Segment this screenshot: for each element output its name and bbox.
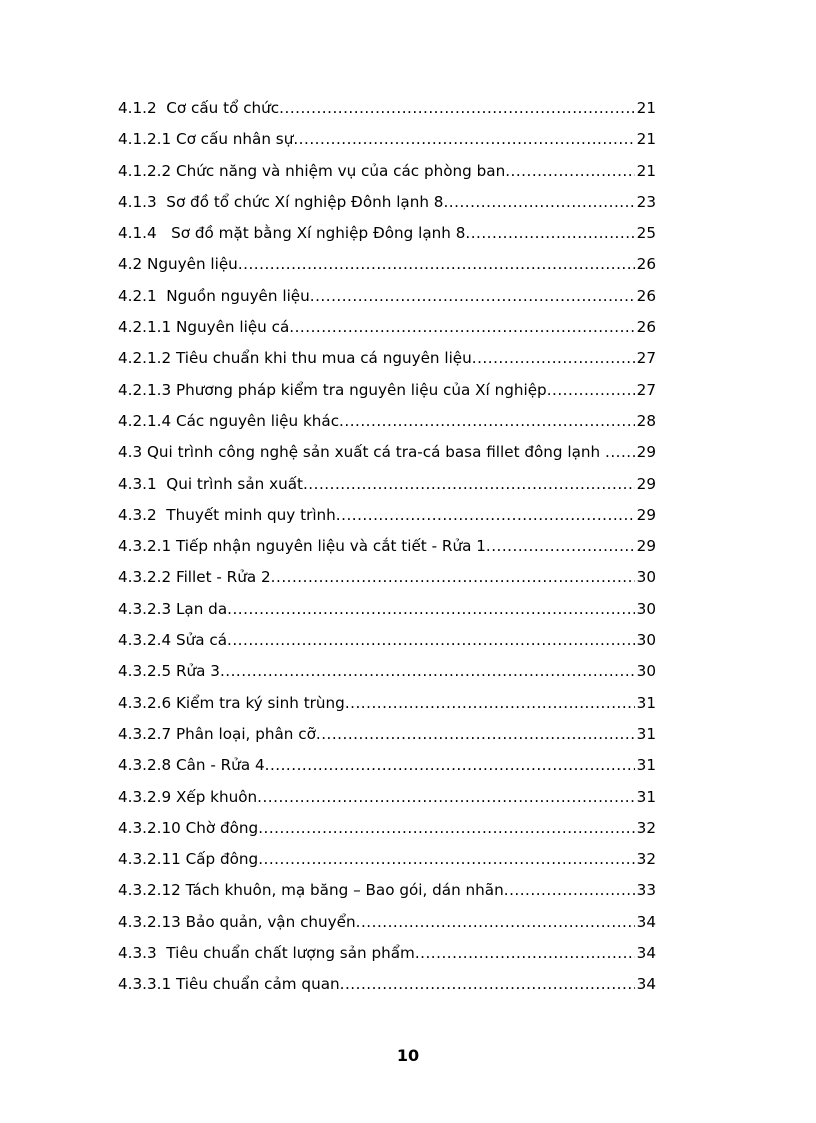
toc-leader-dots (257, 782, 635, 813)
toc-entry-label: 4.3.2.13 Bảo quản, vận chuyển (118, 912, 356, 931)
toc-entry[interactable] (118, 656, 656, 687)
toc-entry-page: 21 (636, 161, 656, 180)
toc-entry-page: 27 (636, 380, 656, 399)
toc-entry-label: 4.3.1 Qui trình sản xuất (118, 474, 303, 493)
toc-leader-dots (227, 594, 635, 625)
toc-leader-dots (220, 656, 635, 687)
table-of-contents (118, 93, 656, 1001)
toc-leader-dots (547, 375, 635, 406)
toc-leader-dots (271, 562, 635, 593)
toc-leader-dots (316, 719, 635, 750)
toc-entry[interactable] (118, 343, 656, 374)
toc-entry-page: 29 (636, 505, 656, 524)
toc-entry-label: 4.1.2 Cơ cấu tổ chức (118, 99, 280, 117)
toc-entry-page: 29 (636, 443, 656, 462)
toc-leader-dots (258, 844, 634, 875)
toc-entry[interactable] (118, 531, 656, 562)
toc-leader-dots (279, 93, 635, 124)
toc-entry-label: 4.3.2.8 Cân - Rửa 4 (118, 756, 265, 775)
toc-leader-dots (339, 406, 635, 437)
toc-entry-page: 29 (636, 537, 656, 556)
toc-entry-label: 4.3.2.3 Lạn da (118, 599, 228, 618)
toc-entry-page: 31 (636, 724, 656, 743)
toc-entry-page: 30 (636, 631, 656, 650)
toc-entry-label: 4.1.2.1 Cơ cấu nhân sự (118, 130, 294, 149)
toc-entry-label: 4.3.2 Thuyết minh quy trình (118, 505, 336, 524)
toc-entry-page: 26 (636, 255, 656, 274)
toc-entry[interactable] (118, 156, 656, 187)
toc-entry-page: 33 (636, 881, 656, 900)
toc-entry[interactable] (118, 406, 656, 437)
toc-entry[interactable] (118, 218, 656, 249)
toc-entry-page: 21 (636, 130, 656, 149)
toc-entry[interactable] (118, 844, 656, 875)
toc-leader-dots (289, 312, 634, 343)
toc-entry-label: 4.3.2.9 Xếp khuôn (118, 787, 258, 806)
toc-entry[interactable] (118, 875, 656, 906)
toc-entry-page: 25 (636, 224, 656, 243)
toc-entry[interactable] (118, 249, 656, 280)
toc-entry-label: 4.3.2.10 Chờ đông (118, 818, 259, 837)
toc-leader-dots (310, 281, 635, 312)
toc-entry-page: 30 (636, 599, 656, 618)
toc-entry[interactable] (118, 969, 656, 1000)
toc-entry[interactable] (118, 375, 656, 406)
toc-entry[interactable] (118, 469, 656, 500)
toc-entry-label: 4.2.1.4 Các nguyên liệu khác (118, 411, 340, 430)
toc-leader-dots (336, 500, 635, 531)
toc-entry-page: 23 (636, 192, 656, 211)
toc-entry-page: 21 (636, 99, 656, 117)
toc-entry-page: 26 (636, 286, 656, 305)
toc-entry-page: 31 (636, 756, 656, 775)
toc-entry-page: 26 (636, 318, 656, 337)
toc-leader-dots (238, 249, 635, 280)
toc-entry[interactable] (118, 500, 656, 531)
toc-leader-dots (472, 343, 635, 374)
toc-entry-page: 31 (636, 693, 656, 712)
toc-entry-label: 4.2.1.2 Tiêu chuẩn khi thu mua cá nguyên liệu (118, 349, 472, 368)
toc-leader-dots (258, 813, 634, 844)
toc-leader-dots (443, 187, 634, 218)
toc-entry-page: 32 (636, 850, 656, 869)
toc-entry[interactable] (118, 938, 656, 969)
toc-entry-page: 34 (636, 944, 656, 963)
toc-entry-page: 30 (636, 662, 656, 681)
toc-entry[interactable] (118, 750, 656, 781)
toc-entry[interactable] (118, 281, 656, 312)
toc-entry-page: 31 (636, 787, 656, 806)
toc-entry-page: 34 (636, 912, 656, 931)
toc-entry-label: 4.3.2.6 Kiểm tra ký sinh trùng (118, 693, 345, 712)
toc-entry[interactable] (118, 594, 656, 625)
toc-leader-dots (465, 218, 634, 249)
toc-leader-dots (605, 437, 635, 468)
toc-entry[interactable] (118, 782, 656, 813)
toc-entry[interactable] (118, 187, 656, 218)
toc-entry-page: 34 (636, 975, 656, 994)
page-number: 10 (396, 1046, 420, 1065)
toc-entry-label: 4.2.1.3 Phương pháp kiểm tra nguyên liệu của Xí nghiệp (118, 380, 547, 399)
toc-entry-label: 4.3.2.5 Rửa 3 (118, 662, 220, 681)
toc-leader-dots (345, 688, 635, 719)
toc-leader-dots (415, 938, 635, 969)
toc-entry[interactable] (118, 813, 656, 844)
toc-leader-dots (340, 969, 635, 1000)
toc-leader-dots (504, 875, 635, 906)
toc-leader-dots (265, 750, 635, 781)
toc-entry-label: 4.1.4 Sơ đồ mặt bằng Xí nghiệp Đông lạnh 8 (118, 224, 466, 243)
toc-entry-label: 4.3.2.4 Sửa cá (118, 631, 228, 650)
toc-entry-label: 4.3.2.7 Phân loại, phân cỡ (118, 724, 316, 743)
toc-entry[interactable] (118, 93, 656, 124)
toc-entry-label: 4.3 Qui trình công nghệ sản xuất cá tra-cá basa fillet đông lạnh (118, 443, 605, 462)
toc-entry-label: 4.2.1.1 Nguyên liệu cá (118, 318, 290, 337)
toc-entry-label: 4.3.2.11 Cấp đông (118, 850, 259, 869)
toc-entry-page: 28 (636, 411, 656, 430)
toc-entry[interactable] (118, 625, 656, 656)
toc-entry-label: 4.3.3 Tiêu chuẩn chất lượng sản phẩm (118, 944, 415, 963)
toc-leader-dots (505, 156, 634, 187)
toc-entry-page: 29 (636, 474, 656, 493)
toc-entry-label: 4.1.2.2 Chức năng và nhiệm vụ của các phòng ban (118, 161, 506, 180)
toc-entry-label: 4.3.2.1 Tiếp nhận nguyên liệu và cắt tiết - Rửa 1 (118, 537, 486, 556)
toc-entry[interactable] (118, 907, 656, 938)
toc-entry-label: 4.3.2.2 Fillet - Rửa 2 (118, 568, 271, 587)
toc-entry-label: 4.3.3.1 Tiêu chuẩn cảm quan (118, 975, 340, 994)
toc-entry-page: 30 (636, 568, 656, 587)
toc-entry[interactable] (118, 124, 656, 155)
toc-entry-page: 27 (636, 349, 656, 368)
toc-leader-dots (303, 469, 635, 500)
toc-leader-dots (486, 531, 635, 562)
toc-entry-label: 4.3.2.12 Tách khuôn, mạ băng – Bao gói, dán nhãn (118, 881, 504, 900)
toc-entry-label: 4.2 Nguyên liệu (118, 255, 238, 274)
toc-entry[interactable] (118, 719, 656, 750)
toc-entry-label: 4.1.3 Sơ đồ tổ chức Xí nghiệp Đônh lạnh 8 (118, 192, 444, 211)
toc-entry[interactable] (118, 562, 656, 593)
toc-leader-dots (293, 124, 634, 155)
toc-entry[interactable] (118, 688, 656, 719)
toc-leader-dots (356, 907, 635, 938)
toc-leader-dots (227, 625, 635, 656)
toc-entry-page: 32 (636, 818, 656, 837)
toc-entry[interactable] (118, 437, 656, 468)
toc-entry-label: 4.2.1 Nguồn nguyên liệu (118, 286, 310, 305)
toc-entry[interactable] (118, 312, 656, 343)
